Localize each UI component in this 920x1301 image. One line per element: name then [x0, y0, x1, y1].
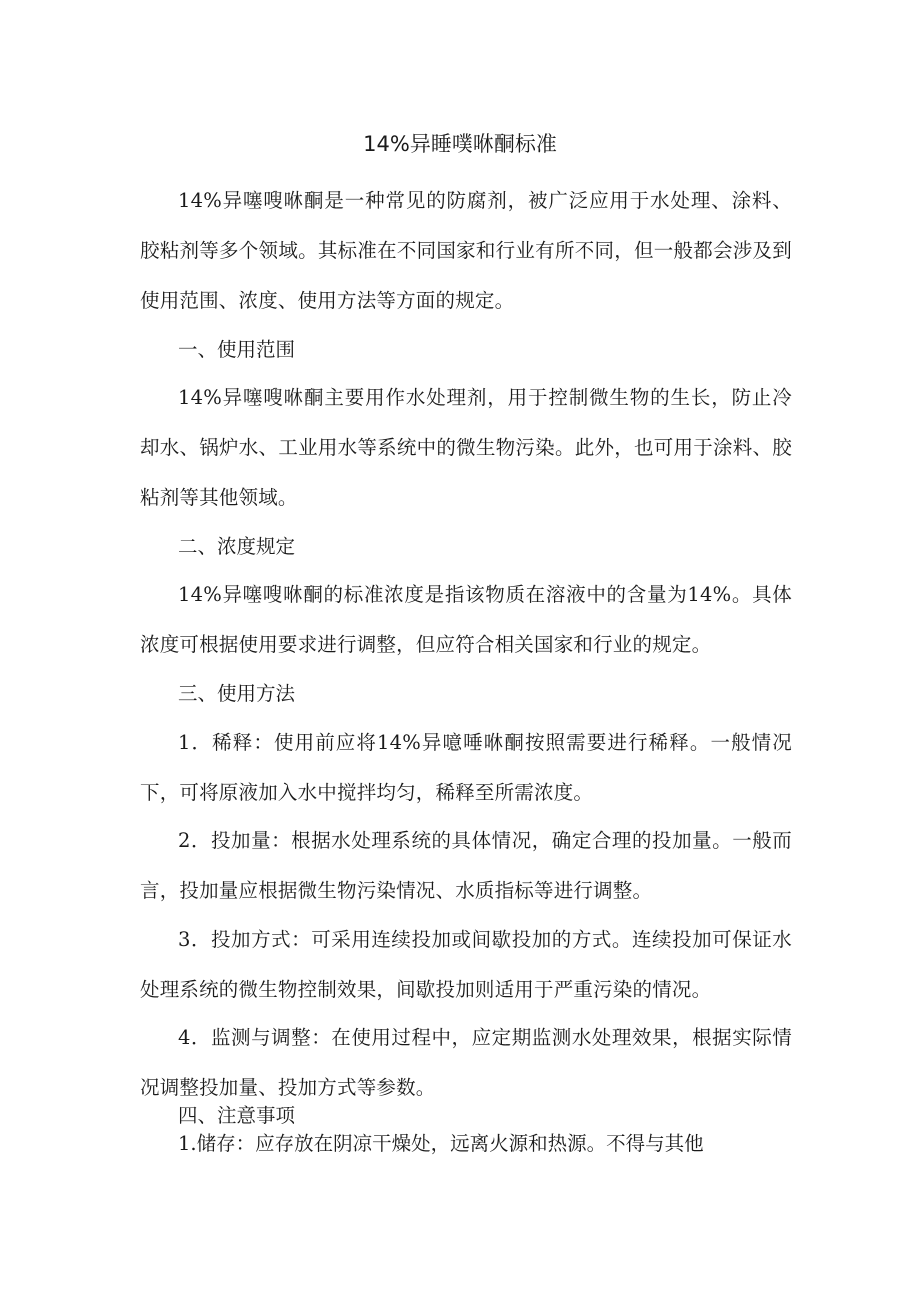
method-item-dilution: 1．稀释：使用前应将14%异噫唾咻酮按照需要进行稀释。一般情况下，可将原液加入水中搅拌均匀，稀释至所需浓度。 [140, 731, 792, 804]
concentration-paragraph: 14%异噻嗖咻酮的标准浓度是指该物质在溶液中的含量为14%。具体浓度可根据使用要求进行调整，但应符合相关国家和行业的规定。 [140, 583, 792, 656]
section-heading-usage-method: 三、使用方法 [178, 682, 296, 705]
intro-paragraph: 14%异噻嗖咻酮是一种常见的防腐剂，被广泛应用于水处理、涂料、胶粘剂等多个领域。其标准在不同国家和行业有所不同，但一般都会涉及到使用范围、浓度、使用方法等方面的规定。 [140, 189, 792, 312]
document-title: 14%异睡噗咻酮标准 [363, 132, 557, 156]
method-item-dosage: 2．投加量：根据水处理系统的具体情况，确定合理的投加量。一般而言，投加量应根据微生物污染情况、水质指标等进行调整。 [140, 829, 792, 902]
method-item-dosing-mode: 3．投加方式：可采用连续投加或间歇投加的方式。连续投加可保证水处理系统的微生物控制效果，间歇投加则适用于严重污染的情况。 [140, 928, 792, 1001]
section-heading-usage-scope: 一、使用范围 [178, 338, 296, 361]
method-item-monitoring: 4．监测与调整：在使用过程中，应定期监测水处理效果，根据实际情况调整投加量、投加方式等参数。 [140, 1026, 792, 1099]
section-heading-precautions: 四、注意事项 [178, 1104, 296, 1127]
precaution-item-storage: 1.储存：应存放在阴凉干燥处，远离火源和热源。不得与其他 [178, 1132, 704, 1155]
usage-scope-paragraph: 14%异噻嗖咻酮主要用作水处理剂，用于控制微生物的生长，防止冷却水、锅炉水、工业用水等系统中的微生物污染。此外，也可用于涂料、胶粘剂等其他领域。 [140, 386, 792, 509]
section-heading-concentration: 二、浓度规定 [178, 535, 296, 558]
